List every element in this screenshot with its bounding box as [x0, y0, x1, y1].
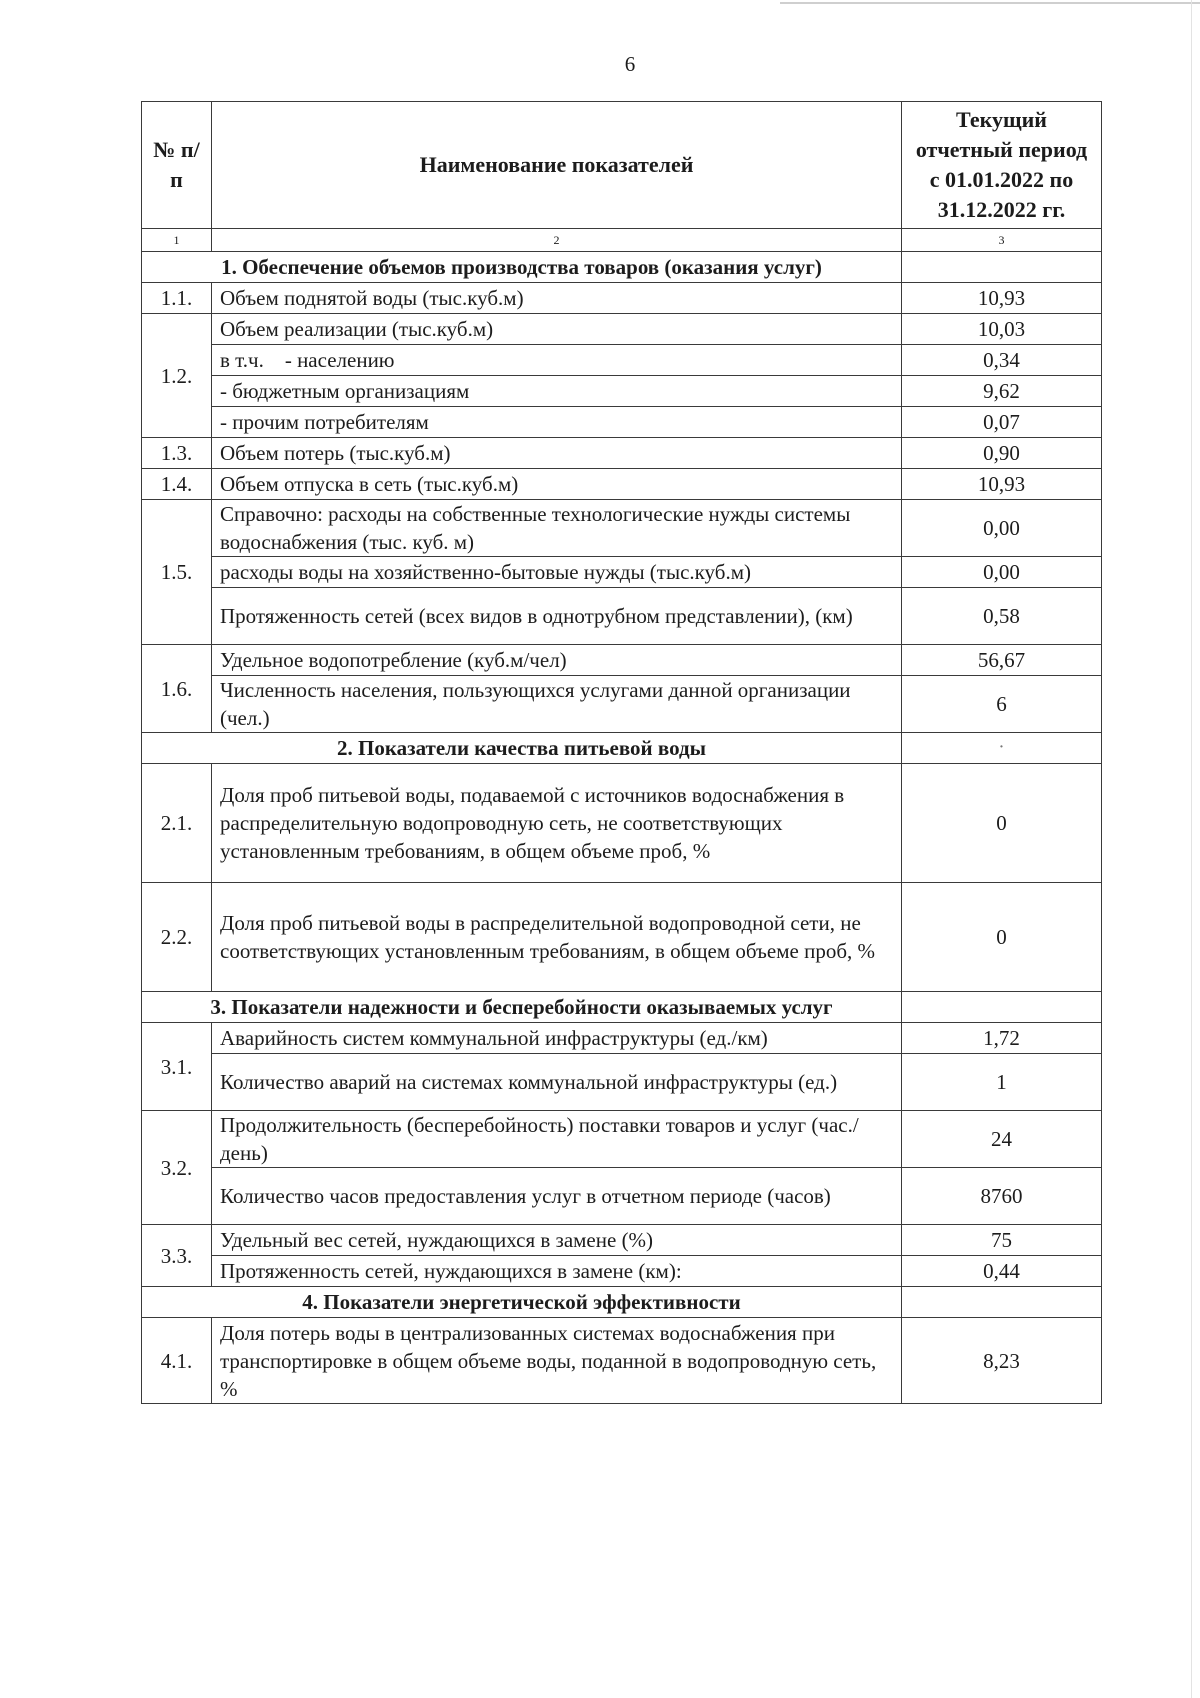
- column-number: 1: [142, 229, 212, 252]
- table-row: [142, 1318, 1102, 1404]
- section-title: 1. Обеспечение объемов производства товаров (оказания услуг): [142, 252, 902, 283]
- row-num: 1.4.: [142, 469, 212, 500]
- header-name: Наименование показателей: [212, 102, 902, 229]
- section-title: 4. Показатели энергетической эффективности: [142, 1287, 902, 1318]
- row-name: - прочим потребителям: [212, 407, 902, 438]
- row-num: 4.1.: [142, 1318, 212, 1404]
- row-name: Удельное водопотребление (куб.м/чел): [212, 645, 902, 676]
- row-value: 10,93: [902, 469, 1102, 500]
- row-name: Количество часов предоставления услуг в отчетном периоде (часов): [212, 1168, 902, 1225]
- row-value: 0,00: [902, 557, 1102, 588]
- row-num: 3.1.: [142, 1023, 212, 1111]
- row-value: 24: [902, 1111, 1102, 1168]
- row-num: 1.2.: [142, 314, 212, 438]
- row-name: Объем потерь (тыс.куб.м): [212, 438, 902, 469]
- row-name: Справочно: расходы на собственные технологические нужды системы водоснабжения (тыс. куб. м): [212, 500, 902, 557]
- row-value: 1: [902, 1054, 1102, 1111]
- row-name: Удельный вес сетей, нуждающихся в замене (%): [212, 1225, 902, 1256]
- table-row: [142, 283, 1102, 314]
- table-row: [142, 883, 1102, 992]
- table-row: [142, 676, 1102, 733]
- row-name: Доля проб питьевой воды в распределительной водопроводной сети, не соответствующих установленным требованиям, в общем объеме проб, %: [212, 883, 902, 992]
- row-name: Аварийность систем коммунальной инфраструктуры (ед./км): [212, 1023, 902, 1054]
- section-row: [142, 733, 1102, 764]
- table-row: [142, 345, 1102, 376]
- row-value: 75: [902, 1225, 1102, 1256]
- row-value: 8760: [902, 1168, 1102, 1225]
- section-value: ·: [902, 733, 1102, 764]
- row-num: 2.1.: [142, 764, 212, 883]
- row-num: 1.3.: [142, 438, 212, 469]
- table-row: [142, 1256, 1102, 1287]
- table-row: [142, 1111, 1102, 1168]
- row-name: Объем реализации (тыс.куб.м): [212, 314, 902, 345]
- row-num: 2.2.: [142, 883, 212, 992]
- row-value: 8,23: [902, 1318, 1102, 1404]
- row-name: Доля проб питьевой воды, подаваемой с источников водоснабжения в распределительную водопроводную сеть, не соответствующих установленным требованиям, в общем объеме проб, %: [212, 764, 902, 883]
- header-num: № п/п: [142, 102, 212, 229]
- table-row: [142, 1168, 1102, 1225]
- row-value: 0,34: [902, 345, 1102, 376]
- row-name: Доля потерь воды в централизованных системах водоснабжения при транспортировке в общем объеме воды, поданной в водопроводную сеть, %: [212, 1318, 902, 1404]
- column-number: 2: [212, 229, 902, 252]
- row-name: Продолжительность (бесперебойность) поставки товаров и услуг (час./день): [212, 1111, 902, 1168]
- table-row: [142, 500, 1102, 557]
- table-row: [142, 407, 1102, 438]
- row-value: 0: [902, 764, 1102, 883]
- table-row: [142, 1023, 1102, 1054]
- row-num: 1.5.: [142, 500, 212, 645]
- column-number: 3: [902, 229, 1102, 252]
- row-value: 0,58: [902, 588, 1102, 645]
- section-title: 2. Показатели качества питьевой воды: [142, 733, 902, 764]
- row-value: 0,07: [902, 407, 1102, 438]
- row-name: Объем отпуска в сеть (тыс.куб.м): [212, 469, 902, 500]
- row-name: Количество аварий на системах коммунальной инфраструктуры (ед.): [212, 1054, 902, 1111]
- row-value: 9,62: [902, 376, 1102, 407]
- row-value: 56,67: [902, 645, 1102, 676]
- row-num: 3.2.: [142, 1111, 212, 1225]
- row-name: в т.ч. - населению: [212, 345, 902, 376]
- column-numbers-row: [142, 229, 1102, 252]
- section-title: 3. Показатели надежности и бесперебойности оказываемых услуг: [142, 992, 902, 1023]
- row-name: Протяженность сетей, нуждающихся в замене (км):: [212, 1256, 902, 1287]
- row-name: - бюджетным организациям: [212, 376, 902, 407]
- section-row: [142, 992, 1102, 1023]
- table-header-row: [142, 102, 1102, 229]
- scan-edge-top: [780, 2, 1200, 4]
- row-value: 0,90: [902, 438, 1102, 469]
- row-name: расходы воды на хозяйственно-бытовые нужды (тыс.куб.м): [212, 557, 902, 588]
- row-value: 1,72: [902, 1023, 1102, 1054]
- row-value: 6: [902, 676, 1102, 733]
- table-row: [142, 1225, 1102, 1256]
- table-row: [142, 376, 1102, 407]
- row-num: 1.1.: [142, 283, 212, 314]
- table-row: [142, 557, 1102, 588]
- scan-edge-right: [1191, 0, 1192, 1698]
- row-name: Протяженность сетей (всех видов в однотрубном представлении), (км): [212, 588, 902, 645]
- section-value: [902, 252, 1102, 283]
- section-row: [142, 252, 1102, 283]
- row-value: 10,03: [902, 314, 1102, 345]
- table-row: [142, 438, 1102, 469]
- table-row: [142, 588, 1102, 645]
- header-period: Текущий отчетный период с 01.01.2022 по 31.12.2022 гг.: [902, 102, 1102, 229]
- row-num: 3.3.: [142, 1225, 212, 1287]
- table-row: [142, 645, 1102, 676]
- row-name: Объем поднятой воды (тыс.куб.м): [212, 283, 902, 314]
- table-row: [142, 764, 1102, 883]
- section-value: [902, 1287, 1102, 1318]
- section-row: [142, 1287, 1102, 1318]
- row-value: 0,44: [902, 1256, 1102, 1287]
- table-row: [142, 314, 1102, 345]
- page-number: 6: [624, 52, 636, 76]
- row-value: 0: [902, 883, 1102, 992]
- indicators-table: [141, 101, 1102, 1404]
- row-value: 0,00: [902, 500, 1102, 557]
- table-row: [142, 1054, 1102, 1111]
- row-name: Численность населения, пользующихся услугами данной организации (чел.): [212, 676, 902, 733]
- section-value: [902, 992, 1102, 1023]
- row-value: 10,93: [902, 283, 1102, 314]
- table-row: [142, 469, 1102, 500]
- row-num: 1.6.: [142, 645, 212, 733]
